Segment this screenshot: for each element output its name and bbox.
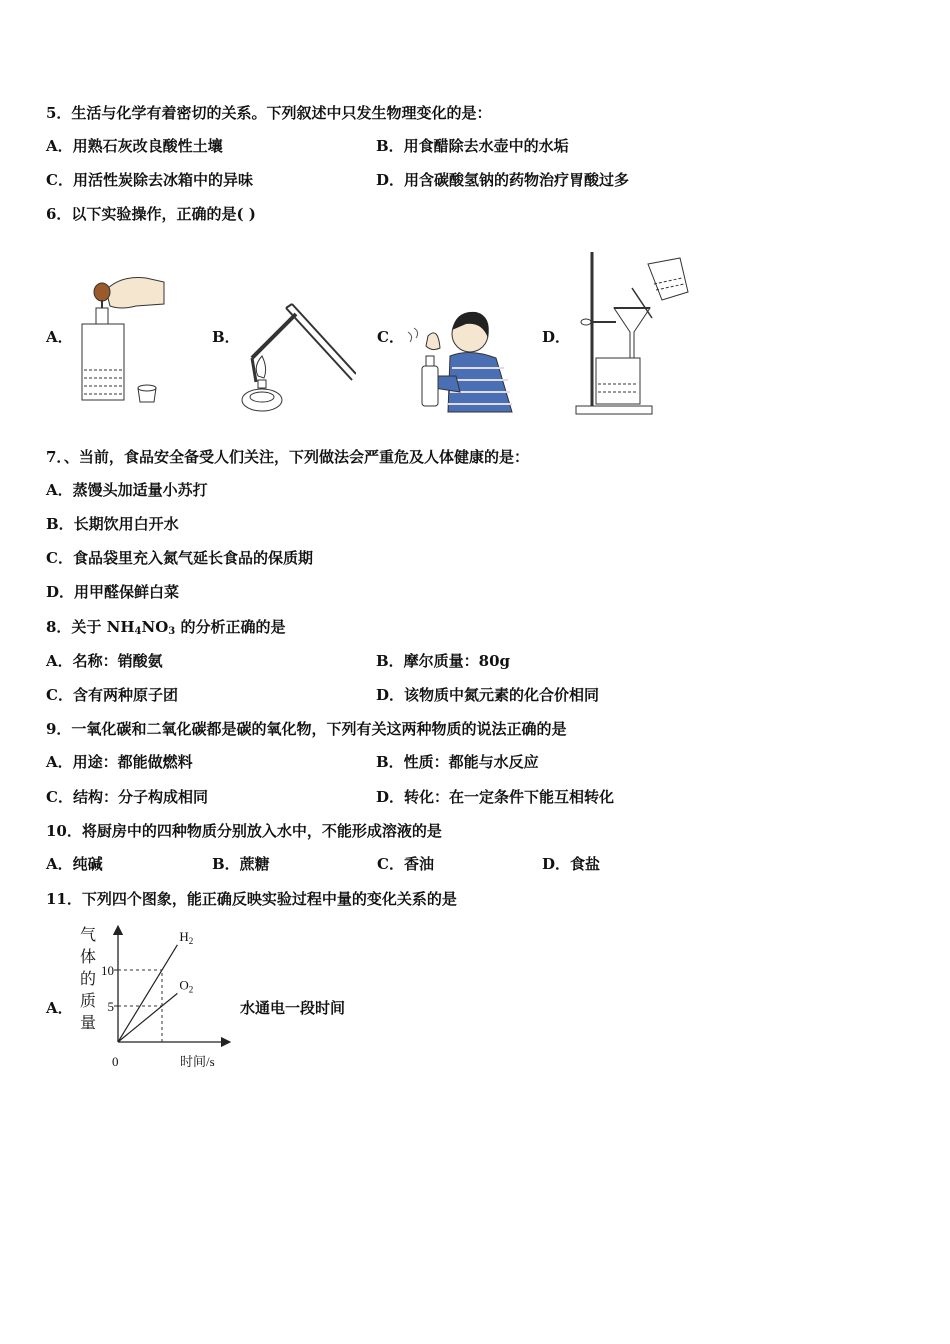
q5-stem: 5．生活与化学有着密切的关系。下列叙述中只发生物理变化的是： (46, 104, 492, 122)
q6-option-d-label: D． (542, 328, 571, 346)
q10-stem: 10．将厨房中的四种物质分别放入水中，不能形成溶液的是 (46, 822, 442, 840)
q6-figure-b-heating-test-tube (236, 300, 356, 415)
y-axis-label-char: 量 (80, 1015, 97, 1032)
origin-label: 0 (112, 1054, 119, 1069)
q7-option-d: D．用甲醛保鲜白菜 (46, 583, 180, 601)
series-label-sub: 2 (188, 984, 194, 995)
series-label-main: O (179, 977, 189, 993)
q9-stem: 9．一氧化碳和二氧化碳都是碳的氧化物，下列有关这两种物质的说法正确的是 (46, 720, 567, 738)
q10-option-d: D．食盐 (542, 855, 601, 873)
q8-sub-4: 4 (134, 626, 142, 637)
q7-stem: 7．、当前，食品安全备受人们关注，下列做法会严重危及人体健康的是： (46, 448, 529, 466)
q6-figure-a-dropper-bottle (76, 270, 168, 410)
y-axis-label-char: 的 (80, 971, 97, 988)
q5-option-a: A．用熟石灰改良酸性土壤 (46, 137, 223, 155)
series-label-main: H (179, 928, 189, 944)
q8-option-a: A．名称：销酸氨 (46, 652, 163, 670)
q9-option-b: B．性质：都能与水反应 (376, 753, 539, 771)
q11-chart-electrolysis (76, 924, 236, 1074)
q8-stem (46, 617, 286, 637)
y-axis-label-char: 质 (80, 993, 97, 1010)
q8-option-c: C．含有两种原子团 (46, 686, 178, 704)
q8-sub-3: 3 (168, 626, 176, 637)
q6-option-c-label: C． (377, 328, 404, 346)
q7-option-a: A．蒸馒头加适量小苏打 (46, 481, 208, 499)
y-axis-label-char: 气 (80, 927, 97, 944)
q10-option-a: A．纯碱 (46, 855, 103, 873)
q6-figure-d-filtration (570, 248, 694, 418)
series-line-h2 (118, 945, 177, 1042)
q5-option-d: D．用含碳酸氢钠的药物治疗胃酸过多 (376, 171, 630, 189)
q11-option-a-label: A． (46, 999, 73, 1017)
q11-option-a-caption: 水通电一段时间 (240, 999, 346, 1017)
q8-stem-after: 的分析正确的是 (175, 618, 286, 636)
q7-option-c: C．食品袋里充入氮气延长食品的保质期 (46, 549, 313, 567)
x-axis-label: 时间/s (180, 1054, 215, 1069)
series-label-sub: 2 (188, 935, 194, 946)
y-axis-label (80, 926, 96, 1032)
q11-stem: 11．下列四个图象，能正确反映实验过程中量的变化关系的是 (46, 890, 457, 908)
y-tick-label: 5 (107, 999, 114, 1014)
q10-option-b: B．蔗糖 (212, 855, 270, 873)
q5-option-c: C．用活性炭除去冰箱中的异味 (46, 171, 253, 189)
series-label-o2 (179, 977, 193, 994)
y-axis-label-char: 体 (80, 949, 97, 966)
q8-option-b: B．摩尔质量：80g (376, 652, 511, 670)
q9-option-a: A．用途：都能做燃料 (46, 753, 193, 771)
q9-option-d: D．转化：在一定条件下能互相转化 (376, 788, 615, 806)
q8-stem-mid: NO (141, 618, 169, 636)
q8-option-d: D．该物质中氮元素的化合价相同 (376, 686, 600, 704)
y-tick-label: 10 (101, 963, 114, 978)
series-line-o2 (118, 993, 177, 1042)
q5-option-b: B．用食醋除去水壶中的水垢 (376, 137, 569, 155)
q9-option-c: C．结构：分子构成相同 (46, 788, 208, 806)
q6-figure-c-smelling-gas (400, 296, 518, 414)
q6-option-a-label: A． (46, 328, 73, 346)
series-label-h2 (179, 929, 193, 946)
q6-option-b-label: B． (212, 328, 240, 346)
q10-option-c: C．香油 (377, 855, 434, 873)
q8-stem-before: 8．关于 NH (46, 618, 135, 636)
q6-stem: 6．以下实验操作，正确的是( ) (46, 205, 256, 223)
q7-option-b: B．长期饮用白开水 (46, 515, 179, 533)
